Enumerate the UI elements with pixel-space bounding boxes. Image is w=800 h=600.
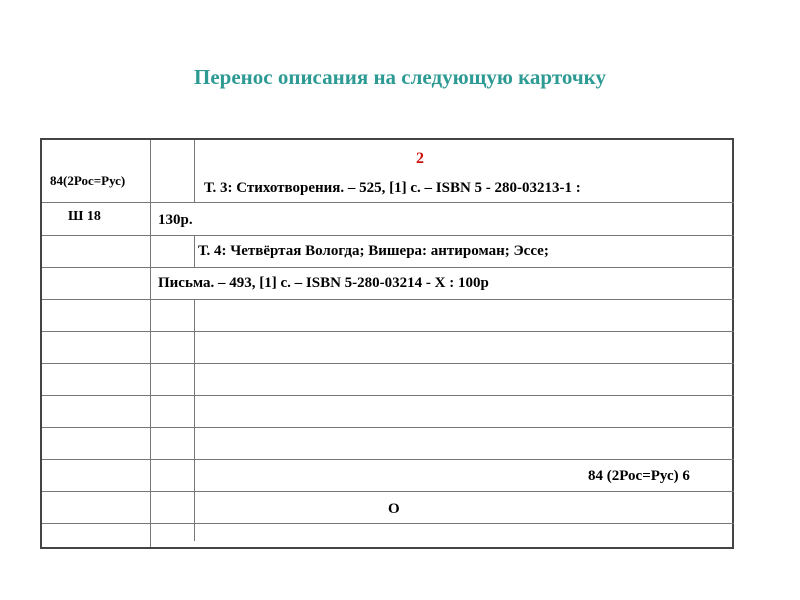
card-rule — [42, 427, 734, 428]
card-rule — [42, 395, 734, 396]
card-rule — [42, 523, 734, 524]
card-rule — [42, 331, 734, 332]
card-rule — [42, 459, 734, 460]
classification-index: 84(2Рос=Рус) — [50, 173, 126, 188]
volume3-line: Т. 3: Стихотворения. – 525, [1] с. – ISBN 5 - 280-03213-1 : — [204, 180, 581, 196]
volume4-line: Т. 4: Четвёртая Вологда; Вишера: антироман; Эссе; — [198, 243, 549, 259]
author-sign: Ш 18 — [68, 209, 101, 224]
card-rule — [42, 299, 734, 300]
catalog-card — [40, 138, 734, 549]
card-rule — [42, 235, 734, 236]
card-column-rule — [194, 235, 195, 267]
card-column-rule — [194, 299, 195, 541]
letters-line: Письма. – 493, [1] с. – ISBN 5-280-03214 - X : 100р — [158, 275, 489, 291]
page-title: Перенос описания на следующую карточку — [194, 65, 606, 89]
card-column-rule — [194, 140, 195, 202]
footer-letter: О — [388, 501, 400, 517]
card-rule — [42, 202, 734, 203]
footer-index: 84 (2Рос=Рус) 6 — [588, 468, 690, 484]
volume3-price: 130р. — [158, 212, 193, 228]
card-column-rule — [150, 140, 151, 547]
card-rule — [42, 491, 734, 492]
card-rule — [42, 267, 734, 268]
card-rule — [42, 363, 734, 364]
card-number: 2 — [416, 150, 424, 167]
